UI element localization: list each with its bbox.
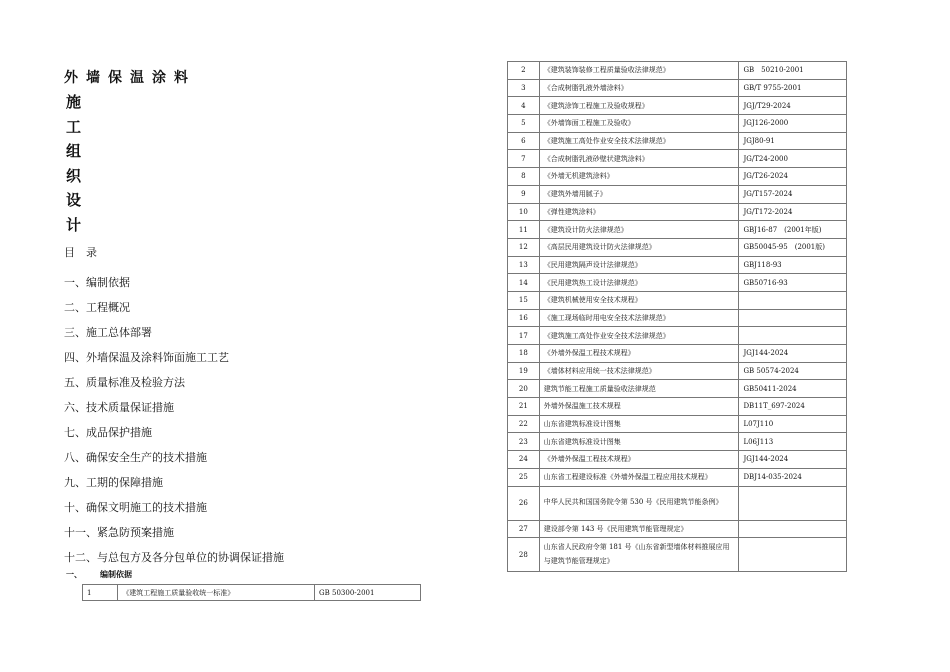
table-row [508, 168, 847, 186]
title-char: 料 [174, 70, 188, 86]
ref-code: GB 50300-2001 [315, 585, 421, 601]
ref-number: 4 [508, 97, 540, 115]
ref-title: 《合成树脂乳液外墙涂料》 [539, 79, 739, 97]
ref-code: JG/T26-2024 [739, 168, 847, 186]
title-char: 墙 [86, 70, 100, 86]
ref-code [739, 520, 847, 538]
ref-code: JG/T172-2024 [739, 203, 847, 221]
title-char: 涂 [152, 70, 166, 86]
ref-code: GB/T 9755-2001 [739, 79, 847, 97]
toc-item[interactable]: 九、工期的保障措施 [64, 476, 163, 489]
ref-code: GB50411-2024 [739, 380, 847, 398]
ref-code [739, 486, 847, 520]
references-table-right [507, 61, 847, 572]
toc-item[interactable]: 六、技术质量保证措施 [64, 401, 174, 414]
ref-number: 13 [508, 256, 540, 274]
ref-code: GBJ16-87 (2001年版) [739, 221, 847, 239]
ref-title: 《建筑外墙用腻子》 [539, 185, 739, 203]
ref-number: 22 [508, 415, 540, 433]
ref-number: 19 [508, 362, 540, 380]
ref-number: 23 [508, 433, 540, 451]
toc-item[interactable]: 十二、与总包方及各分包单位的协调保证措施 [64, 551, 284, 564]
ref-number: 7 [508, 150, 540, 168]
ref-number: 11 [508, 221, 540, 239]
ref-code: GB 50210-2001 [739, 62, 847, 80]
ref-number: 18 [508, 345, 540, 363]
toc-item[interactable]: 二、工程概况 [64, 301, 130, 314]
ref-number: 8 [508, 168, 540, 186]
ref-number: 14 [508, 274, 540, 292]
table-row [508, 238, 847, 256]
ref-number: 25 [508, 468, 540, 486]
toc-item[interactable]: 三、施工总体部署 [64, 326, 152, 339]
ref-title: 《施工现场临时用电安全技术法律规范》 [539, 309, 739, 327]
ref-number: 9 [508, 185, 540, 203]
ref-number: 10 [508, 203, 540, 221]
ref-number: 17 [508, 327, 540, 345]
table-row [508, 97, 847, 115]
ref-title: 建筑节能工程施工质量验收法律规范 [539, 380, 739, 398]
ref-code [739, 538, 847, 572]
table-row [508, 398, 847, 416]
table-row [83, 585, 421, 601]
ref-code: L07J110 [739, 415, 847, 433]
ref-code: L06J113 [739, 433, 847, 451]
table-row [508, 185, 847, 203]
ref-code [739, 291, 847, 309]
ref-title: 《建筑设计防火法律规范》 [539, 221, 739, 239]
toc-heading: 目 录 [64, 246, 97, 259]
ref-number: 2 [508, 62, 540, 80]
ref-number: 1 [83, 585, 118, 601]
ref-number: 15 [508, 291, 540, 309]
ref-title: 山东省建筑标准设计图集 [539, 433, 739, 451]
ref-code: JGJ144-2024 [739, 345, 847, 363]
ref-number: 20 [508, 380, 540, 398]
table-row [508, 62, 847, 80]
ref-number: 16 [508, 309, 540, 327]
ref-title: 建设部令第 143 号《民用建筑节能管理规定》 [539, 520, 739, 538]
ref-title: 《民用建筑热工设计法律规范》 [539, 274, 739, 292]
table-row [508, 538, 847, 572]
table-row [508, 380, 847, 398]
ref-code: GB50716-93 [739, 274, 847, 292]
section-heading [66, 569, 132, 580]
title-vertical-char: 工 [66, 117, 82, 136]
ref-title: 《建筑装饰装修工程质量验收法律规范》 [539, 62, 739, 80]
table-row [508, 486, 847, 520]
ref-code: JG/T24-2000 [739, 150, 847, 168]
references-table-left [82, 584, 421, 601]
ref-number: 26 [508, 486, 540, 520]
title-vertical-char: 织 [66, 166, 82, 185]
title-vertical-char: 设 [66, 191, 82, 209]
ref-number: 12 [508, 238, 540, 256]
ref-code: DB11T_697-2024 [739, 398, 847, 416]
table-row [508, 274, 847, 292]
ref-title: 外墙外保温施工技术规程 [539, 398, 739, 416]
ref-title: 《弹性建筑涂料》 [539, 203, 739, 221]
toc-item[interactable]: 十一、紧急防预案措施 [64, 526, 174, 539]
toc-item[interactable]: 五、质量标准及检验方法 [64, 376, 185, 389]
ref-title: 山东省建筑标准设计图集 [539, 415, 739, 433]
ref-title: 《外墙无机建筑涂料》 [539, 168, 739, 186]
ref-code: JGJ144-2024 [739, 451, 847, 469]
ref-title: 《建筑施工高处作业安全技术法律规范》 [539, 327, 739, 345]
ref-number: 6 [508, 132, 540, 150]
table-row [508, 362, 847, 380]
ref-title: 《建筑涂饰工程施工及验收规程》 [539, 97, 739, 115]
ref-title: 《建筑机械使用安全技术规程》 [539, 291, 739, 309]
ref-number: 27 [508, 520, 540, 538]
table-row [508, 79, 847, 97]
ref-title: 《合成树脂乳液砂壁状建筑涂料》 [539, 150, 739, 168]
title-vertical-char: 组 [66, 142, 82, 160]
document-title-line1 [64, 67, 196, 87]
ref-title: 《建筑施工高处作业安全技术法律规范》 [539, 132, 739, 150]
ref-title: 山东省工程建设标准《外墙外保温工程应用技术规程》 [539, 468, 739, 486]
ref-number: 3 [508, 79, 540, 97]
table-row [508, 115, 847, 133]
ref-title: 山东省人民政府令第 181 号《山东省新型墙体材料推展应用与建筑节能管理规定》 [539, 538, 739, 572]
table-row [508, 415, 847, 433]
ref-number: 21 [508, 398, 540, 416]
section-number: 一、 [66, 569, 82, 579]
ref-code [739, 309, 847, 327]
ref-title: 《外墙外保温工程技术规程》 [539, 345, 739, 363]
table-row [508, 520, 847, 538]
table-row [508, 309, 847, 327]
title-vertical-char: 计 [66, 215, 82, 234]
toc-item[interactable]: 四、外墙保温及涂料饰面施工工艺 [64, 351, 229, 364]
ref-title: 《高层民用建筑设计防火法律规范》 [539, 238, 739, 256]
ref-title: 中华人民共和国国务院令第 530 号《民用建筑节能条例》 [539, 486, 739, 520]
ref-code [739, 327, 847, 345]
toc-item[interactable]: 七、成品保护措施 [64, 426, 152, 439]
table-row [508, 150, 847, 168]
title-char: 温 [130, 70, 144, 86]
table-row [508, 203, 847, 221]
table-row [508, 327, 847, 345]
ref-code: DBJ14-035-2024 [739, 468, 847, 486]
table-row [508, 468, 847, 486]
ref-code: GBJ118-93 [739, 256, 847, 274]
title-vertical-char: 施 [66, 93, 82, 111]
title-char: 外 [64, 70, 78, 86]
ref-number: 5 [508, 115, 540, 133]
ref-title: 《外墙饰面工程施工及验收》 [539, 115, 739, 133]
ref-code: GB50045-95 (2001版) [739, 238, 847, 256]
table-row [508, 345, 847, 363]
table-row [508, 221, 847, 239]
ref-code: JGJ/T29-2024 [739, 97, 847, 115]
table-row [508, 451, 847, 469]
table-row [508, 433, 847, 451]
ref-code: JG/T157-2024 [739, 185, 847, 203]
ref-title: 《民用建筑隔声设计法律规范》 [539, 256, 739, 274]
ref-number: 24 [508, 451, 540, 469]
toc-item[interactable]: 十、确保文明施工的技术措施 [64, 501, 207, 514]
toc-item[interactable]: 一、编制依据 [64, 276, 130, 289]
table-row [508, 291, 847, 309]
ref-code: GB 50574-2024 [739, 362, 847, 380]
toc-item[interactable]: 八、确保安全生产的技术措施 [64, 451, 207, 464]
ref-title: 《外墙外保温工程技术规程》 [539, 451, 739, 469]
ref-title: 《墙体材料应用统一技术法律规范》 [539, 362, 739, 380]
ref-code: JGJ126-2000 [739, 115, 847, 133]
table-row [508, 256, 847, 274]
ref-number: 28 [508, 538, 540, 572]
table-row [508, 132, 847, 150]
ref-title: 《建筑工程施工质量验收统一标准》 [118, 585, 315, 601]
ref-code: JGJ80-91 [739, 132, 847, 150]
title-char: 保 [108, 70, 122, 86]
section-title: 编制依据 [100, 569, 132, 579]
